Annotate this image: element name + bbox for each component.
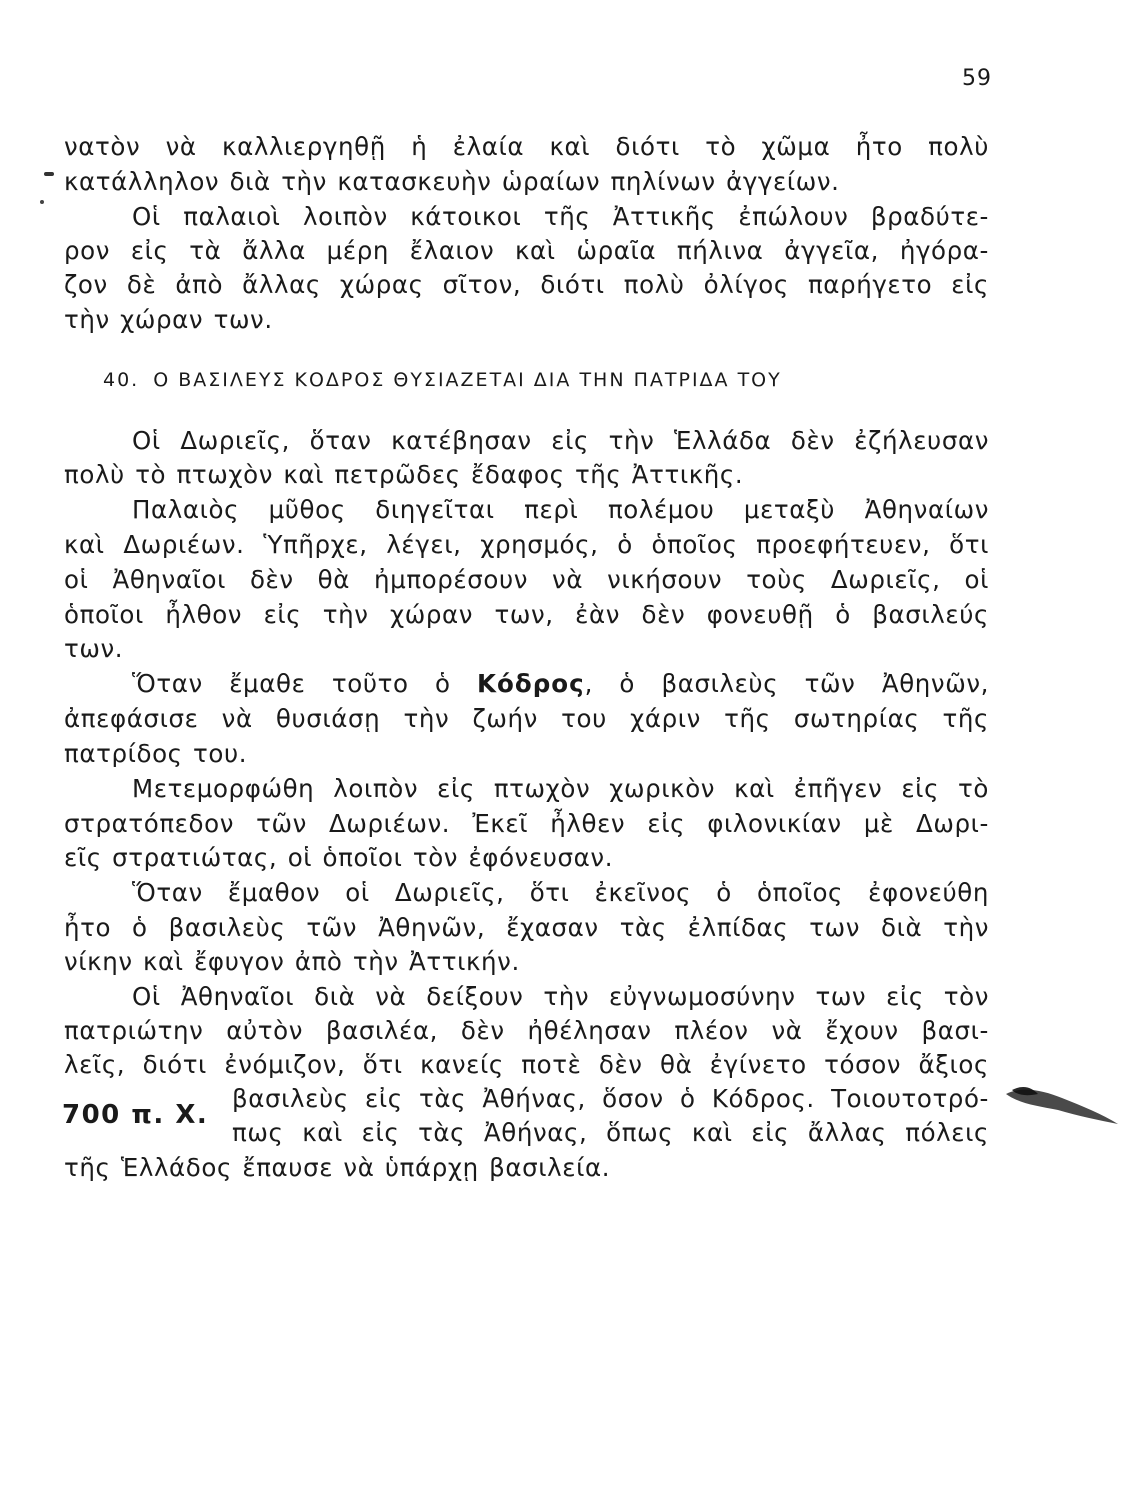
text-line: πατρίδος του. [64,739,248,768]
text-line: νατὸν νὰ καλλιεργηθῇ ἡ ἐλαία καὶ διότι τὸ χῶμα ἦτο πολὺ [64,132,989,161]
text-line: ρον εἰς τὰ ἄλλα μέρη ἔλαιον καὶ ὡραῖα πήλινα ἀγγεῖα, ἠγόρα- [64,236,989,265]
text-line: νίκην καὶ ἔφυγον ἀπὸ τὴν Ἀττικήν. [64,947,520,976]
text-line: ἀπεφάσισε νὰ θυσιάσῃ τὴν ζωήν του χάριν τῆς σωτηρίας τῆς [64,704,989,733]
page-number: 59 [962,66,992,91]
text-line: ἦτο ὁ βασιλεὺς τῶν Ἀθηνῶν, ἔχασαν τὰς ἐλπίδας των διὰ τὴν [64,913,989,942]
text-fragment: Ὅταν ἔμαθε τοῦτο ὁ [132,669,451,698]
text-line: στρατόπεδον τῶν Δωριέων. Ἐκεῖ ἦλθεν εἰς φιλονικίαν μὲ Δωρι- [64,809,989,838]
text-line: ζον δὲ ἀπὸ ἄλλας χώρας σῖτον, διότι πολὺ ὀλίγος παρήγετο εἰς [64,270,989,299]
text-line: πατριώτην αὐτὸν βασιλέα, δὲν ἠθέλησαν πλέον νὰ ἔχουν βασι- [64,1016,989,1045]
text-line: πως καὶ εἰς τὰς Ἀθήνας, ὅπως καὶ εἰς ἄλλας πόλεις [232,1118,989,1147]
text-line: καὶ Δωριέων. Ὑπῆρχε, λέγει, χρησμός, ὁ ὁποῖος προεφήτευεν, ὅτι [64,530,989,559]
text-line: Ὅταν ἔμαθον οἱ Δωριεῖς, ὅτι ἐκεῖνος ὁ ὁποῖος ἐφονεύθη [132,878,989,907]
text-line: Οἱ Δωριεῖς, ὅταν κατέβησαν εἰς τὴν Ἑλλάδα δὲν ἐζήλευσαν [132,426,989,455]
text-line: λεῖς, διότι ἐνόμιζον, ὅτι κανείς ποτὲ δὲν θὰ ἐγίνετο τόσον ἄξιος [64,1050,989,1079]
text-line: εῖς στρατιώτας, οἱ ὁποῖοι τὸν ἐφόνευσαν. [64,843,614,872]
text-line: των. [64,634,124,663]
text-line: τῆς Ἑλλάδος ἔπαυσε νὰ ὑπάρχῃ βασιλεία. [64,1153,611,1182]
text-line: Οἱ Ἀθηναῖοι διὰ νὰ δείξουν τὴν εὐγνωμοσύνην των εἰς τὸν [132,982,989,1011]
text-fragment: , ὁ βασιλεὺς τῶν Ἀθηνῶν, [584,669,989,698]
text-line: βασιλεὺς εἰς τὰς Ἀθήνας, ὅσον ὁ Κόδρος. Τοιουτοτρό- [232,1084,989,1113]
text-line: Παλαιὸς μῦθος διηγεῖται περὶ πολέμου μεταξὺ Ἀθηναίων [132,495,989,524]
margin-mark [44,172,54,176]
text-line: ὁποῖοι ἦλθον εἰς τὴν χώραν των, ἐὰν δὲν φονευθῇ ὁ βασιλεύς [64,600,989,629]
margin-date: 700 π. Χ. [62,1100,209,1130]
section-number: 40. [103,369,140,391]
text-line: Οἱ παλαιοὶ λοιπὸν κάτοικοι τῆς Ἀττικῆς ἐπώλουν βραδύτε- [132,202,989,231]
margin-dot [40,200,44,204]
ink-smudge [1002,1080,1122,1130]
text-line [132,667,989,701]
text-line: Μετεμορφώθη λοιπὸν εἰς πτωχὸν χωρικὸν καὶ ἐπῆγεν εἰς τὸ [132,774,989,803]
name-kodros: Κόδρος [477,669,585,698]
text-line: τὴν χώραν των. [64,305,273,334]
section-title: Ο ΒΑΣΙΛΕΥΣ ΚΟΔΡΟΣ ΘΥΣΙΑΖΕΤΑΙ ΔΙΑ ΤΗΝ ΠΑΤΡΙΔΑ ΤΟΥ [153,369,782,391]
text-line: κατάλληλον διὰ τὴν κατασκευὴν ὡραίων πηλίνων ἀγγείων. [64,167,840,196]
text-line: οἱ Ἀθηναῖοι δὲν θὰ ἠμπορέσουν νὰ νικήσουν τοὺς Δωριεῖς, οἱ [64,565,989,594]
section-heading [103,369,943,391]
text-line: πολὺ τὸ πτωχὸν καὶ πετρῶδες ἔδαφος τῆς Ἀττικῆς. [64,460,744,489]
